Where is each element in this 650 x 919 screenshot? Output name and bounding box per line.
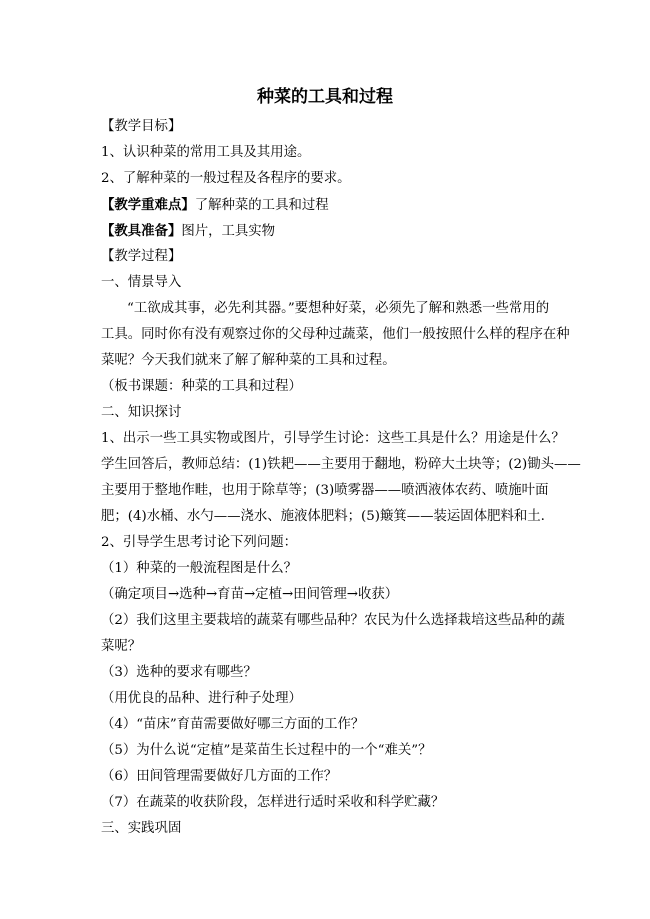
materials-text: 图片，工具实物 — [181, 224, 276, 239]
keypoints-line — [101, 195, 329, 216]
part1-heading: 一、情景导入 — [101, 275, 182, 290]
part1-paragraph-line-3: 菜呢？今天我们就来了解了解种菜的工具和过程。 — [101, 353, 396, 368]
answer-3: （用优良的品种、进行种子处理） — [101, 691, 302, 706]
question-4: （4）“苗床”育苗需要做好哪三方面的工作？ — [101, 717, 365, 732]
part1-board-title: （板书课题：种菜的工具和过程） — [101, 379, 302, 394]
question-5: （5）为什么说“定植”是菜苗生长过程中的一个“难关”？ — [101, 743, 432, 758]
objectives-heading: 【教学目标】 — [101, 119, 182, 134]
question-6: （6）田间管理需要做好几方面的工作？ — [101, 769, 338, 784]
part2-point1-line-3: 主要用于整地作畦，也用于除草等；(3)喷雾器——喷洒液体农药、喷施叶面 — [101, 483, 549, 498]
part2-heading: 二、知识探讨 — [101, 405, 182, 420]
part2-point1-line-2: 学生回答后，教师总结：(1)铁耙——主要用于翻地，粉碎大土块等；(2)锄头—— — [101, 457, 581, 472]
answer-1: （确定项目→选种→育苗→定植→田间管理→收获） — [101, 587, 399, 602]
part1-paragraph-line-2: 工具。同时你有没有观察过你的父母种过蔬菜，他们一般按照什么样的程序在种 — [101, 327, 570, 342]
keypoints-text: 了解种菜的工具和过程 — [194, 198, 329, 213]
question-7: （7）在蔬菜的收获阶段，怎样进行适时采收和科学贮藏？ — [101, 795, 445, 810]
question-2-line-2: 菜呢？ — [101, 639, 142, 654]
materials-label: 【教具准备】 — [101, 223, 182, 239]
objective-1: 1、认识种菜的常用工具及其用途。 — [101, 145, 311, 160]
keypoints-label: 【教学重难点】 — [101, 197, 195, 213]
question-3: （3）选种的要求有哪些？ — [101, 665, 257, 680]
part2-point1-line-4: 肥；(4)水桶、水勺——浇水、施液体肥料；(5)簸箕——装运固体肥料和土. — [101, 509, 545, 524]
part1-paragraph-line-1: “工欲成其事，必先利其器。”要想种好菜，必须先了解和熟悉一些常用的 — [127, 301, 550, 316]
objective-2: 2、了解种菜的一般过程及各程序的要求。 — [101, 171, 351, 186]
question-1: （1）种菜的一般流程图是什么？ — [101, 561, 297, 576]
part3-heading: 三、实践巩固 — [101, 821, 182, 836]
page-title: 种菜的工具和过程 — [257, 87, 393, 107]
part2-point2: 2、引导学生思考讨论下列问题： — [101, 535, 297, 550]
question-2-line-1: （2）我们这里主要栽培的蔬菜有哪些品种？农民为什么选择栽培这些品种的蔬 — [101, 613, 565, 628]
materials-line — [101, 221, 275, 242]
part2-point1-line-1: 1、出示一些工具实物或图片，引导学生讨论：这些工具是什么？用途是什么？ — [101, 431, 565, 446]
process-heading: 【教学过程】 — [101, 249, 182, 264]
